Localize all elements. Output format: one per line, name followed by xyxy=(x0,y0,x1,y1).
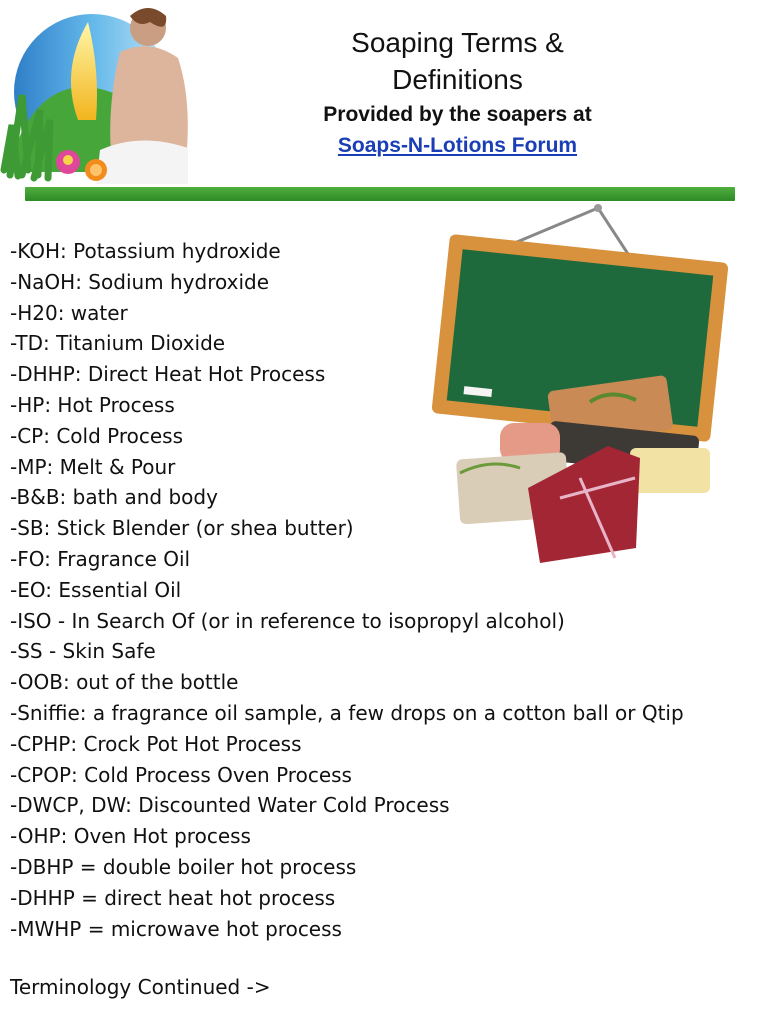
term-item: -TD: Titanium Dioxide xyxy=(10,331,226,356)
term-item: -OOB: out of the bottle xyxy=(10,670,239,695)
term-item: -CPHP: Crock Pot Hot Process xyxy=(10,731,302,756)
term-item: -CP: Cold Process xyxy=(10,423,184,448)
term-item: -SB: Stick Blender (or shea butter) xyxy=(10,516,354,541)
forum-link[interactable]: Soaps-N-Lotions Forum xyxy=(337,134,578,157)
term-item: -OHP: Oven Hot process xyxy=(10,824,251,849)
term-item: -H20: water xyxy=(10,300,128,325)
term-item: -FO: Fragrance Oil xyxy=(10,546,191,571)
term-item: -DBHP = double boiler hot process xyxy=(10,854,357,879)
term-item: -KOH: Potassium hydroxide xyxy=(10,239,281,263)
term-item: -Sniffie: a fragrance oil sample, a few drops on a cotton ball or Qtip xyxy=(10,700,684,725)
terminology-continued-link[interactable]: Terminology Continued -> xyxy=(10,975,271,999)
term-item: -DHHP = direct heat hot process xyxy=(10,885,336,910)
page-title-line1: Soaping Terms & xyxy=(351,27,564,58)
term-item: -B&B: bath and body xyxy=(10,485,218,510)
spa-logo-art xyxy=(0,0,195,188)
term-item: -MP: Melt & Pour xyxy=(10,454,176,479)
header-block xyxy=(300,24,615,162)
term-item: -ISO - In Search Of (or in reference to isopropyl alcohol) xyxy=(10,608,565,633)
term-item: -EO: Essential Oil xyxy=(10,577,182,602)
page-title-line2: Definitions xyxy=(392,64,523,95)
term-item: -DWCP, DW: Discounted Water Cold Process xyxy=(10,793,450,818)
lotus-flower xyxy=(56,150,80,174)
page-subtitle: Provided by the soapers at xyxy=(323,103,592,126)
term-item: -MWHP = microwave hot process xyxy=(10,916,342,941)
term-item: -NaOH: Sodium hydroxide xyxy=(10,269,270,294)
term-item: -HP: Hot Process xyxy=(10,392,175,417)
spa-logo xyxy=(0,0,195,188)
term-item: -CPOP: Cold Process Oven Process xyxy=(10,762,352,787)
term-item: -SS - Skin Safe xyxy=(10,639,156,664)
term-item: -DHHP: Direct Heat Hot Process xyxy=(10,362,326,387)
terms-list xyxy=(10,236,684,944)
